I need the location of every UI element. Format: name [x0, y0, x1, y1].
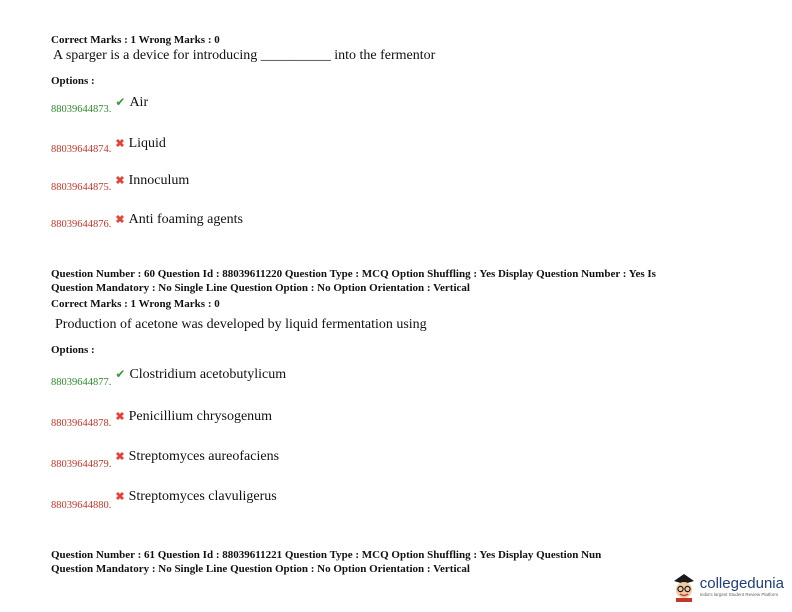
q60-options-label: Options :	[51, 344, 95, 356]
option-id: 88039644876.	[51, 219, 112, 230]
option-text: Anti foaming agents	[128, 212, 243, 227]
option-id: 88039644875.	[51, 182, 112, 193]
q60-question-text: Production of acetone was developed by liquid fermentation using	[55, 317, 427, 332]
q60-header-line2: Question Mandatory : No Single Line Question Option : No Option Orientation : Vertical	[51, 282, 470, 294]
logo-name: collegedunia	[699, 575, 784, 592]
cross-icon: ✖	[115, 175, 125, 187]
cross-icon: ✖	[115, 411, 125, 423]
option-text: Streptomyces clavuligerus	[128, 489, 277, 504]
check-icon: ✔	[115, 95, 126, 109]
option-text: Liquid	[128, 136, 166, 151]
option-id: 88039644880.	[51, 500, 112, 511]
option-text: Innoculum	[128, 173, 190, 188]
cross-icon: ✖	[115, 138, 125, 150]
option-id: 88039644877.	[51, 377, 112, 388]
option-text: Penicillium chrysogenum	[128, 409, 273, 424]
cross-icon: ✖	[115, 451, 125, 463]
logo-tagline: India's largest Student Review Platform	[699, 592, 779, 597]
q60-option-4	[51, 487, 277, 511]
q59-question-text: A sparger is a device for introducing __________ into the fermentor	[53, 48, 436, 63]
q59-options-label: Options :	[51, 75, 95, 87]
q59-marks: Correct Marks : 1 Wrong Marks : 0	[51, 34, 220, 46]
q59-option-1	[51, 93, 149, 115]
q60-header	[51, 267, 751, 295]
q60-option-1	[51, 365, 287, 388]
q61-header-line1: Question Number : 61 Question Id : 88039611221 Question Type : MCQ Option Shuffling : Yes Display Question Nun	[51, 549, 602, 561]
q59-option-3	[51, 171, 190, 193]
option-id: 88039644878.	[51, 418, 112, 429]
option-text: Clostridium acetobutylicum	[129, 367, 287, 382]
option-id: 88039644873.	[51, 104, 112, 115]
q60-marks: Correct Marks : 1 Wrong Marks : 0	[51, 298, 220, 310]
q61-header-line2: Question Mandatory : No Single Line Question Option : No Option Orientation : Vertical	[51, 563, 470, 575]
q61-header	[51, 548, 661, 576]
option-text: Air	[129, 95, 149, 110]
mascot-icon	[671, 572, 697, 602]
option-id: 88039644879.	[51, 459, 112, 470]
collegedunia-logo	[671, 572, 784, 602]
cross-icon: ✖	[115, 491, 125, 503]
q60-option-3	[51, 447, 280, 470]
q60-option-2	[51, 407, 273, 429]
option-text: Streptomyces aureofaciens	[128, 449, 280, 464]
q60-header-line1: Question Number : 60 Question Id : 88039611220 Question Type : MCQ Option Shuffling : Yes Display Question Number : Yes Is	[51, 268, 656, 280]
cross-icon: ✖	[115, 214, 125, 226]
q59-option-4	[51, 210, 243, 228]
q59-option-2	[51, 134, 166, 155]
option-id: 88039644874.	[51, 144, 112, 155]
check-icon: ✔	[115, 367, 126, 381]
